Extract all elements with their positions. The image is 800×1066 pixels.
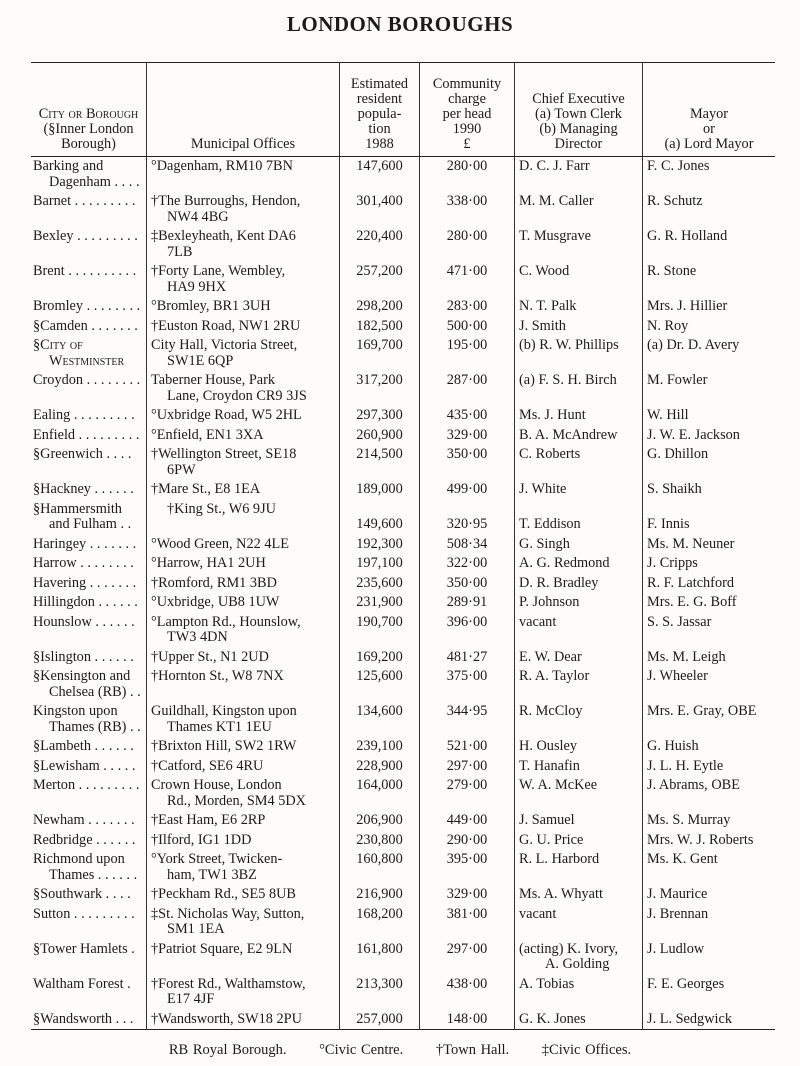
header-offices: Municipal Offices: [147, 63, 340, 157]
table-row: [31, 737, 775, 757]
community-charge: 322·00: [420, 554, 515, 574]
mayor: J. W. E. Jackson: [643, 426, 776, 446]
table-row: [31, 776, 775, 811]
table-row: [31, 227, 775, 262]
municipal-offices: †Upper St., N1 2UD: [147, 648, 340, 668]
population: 164,000: [340, 776, 420, 811]
mayor: J. Wheeler: [643, 667, 776, 702]
population: 206,900: [340, 811, 420, 831]
population: 169,200: [340, 648, 420, 668]
chief-executive: J. White: [515, 480, 643, 500]
table-row: [31, 702, 775, 737]
chief-executive: R. L. Harbord: [515, 850, 643, 885]
community-charge: 329·00: [420, 885, 515, 905]
table-row: [31, 975, 775, 1010]
community-charge: 350·00: [420, 574, 515, 594]
community-charge: 279·00: [420, 776, 515, 811]
table-row: [31, 757, 775, 777]
population: 169,700: [340, 336, 420, 371]
mayor: S. Shaikh: [643, 480, 776, 500]
table-row: [31, 535, 775, 555]
population: 214,500: [340, 445, 420, 480]
borough-name: Redbridge . . . . . .: [33, 831, 136, 848]
table-row: [31, 850, 775, 885]
borough-name: Ealing . . . . . . . . .: [33, 407, 135, 423]
mayor: R. F. Latchford: [643, 574, 776, 594]
municipal-offices: †Euston Road, NW1 2RU: [147, 317, 340, 337]
community-charge: 438·00: [420, 975, 515, 1010]
community-charge: 195·00: [420, 336, 515, 371]
borough-name: Hounslow . . . . . .: [33, 613, 135, 630]
borough-name: Brent . . . . . . . . . .: [33, 263, 137, 279]
chief-executive: A. G. Redmond: [515, 554, 643, 574]
chief-executive: (a) F. S. H. Birch: [515, 371, 643, 406]
boroughs-table: [31, 62, 775, 1030]
mayor: Ms. M. Neuner: [643, 535, 776, 555]
municipal-offices: †Peckham Rd., SE5 8UB: [147, 885, 340, 905]
chief-executive: D. R. Bradley: [515, 574, 643, 594]
mayor: G. R. Holland: [643, 227, 776, 262]
borough-name: Newham . . . . . . .: [33, 812, 135, 828]
borough-name: Harrow . . . . . . . .: [33, 555, 134, 571]
chief-executive: E. W. Dear: [515, 648, 643, 668]
mayor: J. L. H. Eytle: [643, 757, 776, 777]
mayor: R. Schutz: [643, 192, 776, 227]
municipal-offices: †Ilford, IG1 1DD: [147, 831, 340, 851]
table-row: [31, 831, 775, 851]
mayor: (a) Dr. D. Avery: [643, 336, 776, 371]
table-row: [31, 192, 775, 227]
header-borough: City or Borough (§Inner London Borough): [31, 63, 147, 157]
borough-name: §Islington . . . . . .: [33, 648, 134, 665]
population: 257,200: [340, 262, 420, 297]
borough-name: Sutton . . . . . . . . .: [33, 905, 135, 922]
borough-name: §Kensington and Chelsea (RB) . .: [33, 668, 141, 700]
mayor: M. Fowler: [643, 371, 776, 406]
mayor: R. Stone: [643, 262, 776, 297]
population: 257,000: [340, 1010, 420, 1030]
table-row: [31, 500, 775, 535]
community-charge: 381·00: [420, 905, 515, 940]
borough-name: Haringey . . . . . . .: [33, 535, 137, 552]
chief-executive: W. A. McKee: [515, 776, 643, 811]
borough-name: §Camden . . . . . . .: [33, 317, 138, 334]
table-row: [31, 593, 775, 613]
municipal-offices: ‡St. Nicholas Way, Sutton, SM1 1EA: [147, 905, 340, 940]
population: 231,900: [340, 593, 420, 613]
borough-name: §Lewisham . . . . .: [33, 757, 136, 774]
table-row: [31, 317, 775, 337]
table-row: [31, 426, 775, 446]
chief-executive: M. M. Caller: [515, 192, 643, 227]
municipal-offices: Crown House, London Rd., Morden, SM4 5DX: [147, 776, 340, 811]
chief-executive: vacant: [515, 905, 643, 940]
chief-executive: J. Smith: [515, 317, 643, 337]
table-header-row: [31, 63, 775, 157]
borough-name: §Lambeth . . . . . .: [33, 738, 134, 754]
chief-executive: Ms. A. Whyatt: [515, 885, 643, 905]
chief-executive: D. C. J. Farr: [515, 157, 643, 193]
table-row: [31, 157, 775, 193]
borough-name: §Wandsworth . . .: [33, 1010, 134, 1027]
borough-name: Merton . . . . . . . . .: [33, 777, 140, 793]
community-charge: 500·00: [420, 317, 515, 337]
table-row: [31, 262, 775, 297]
table-row: [31, 336, 775, 371]
municipal-offices: †Forest Rd., Walthamstow, E17 4JF: [147, 975, 340, 1010]
municipal-offices: †East Ham, E6 2RP: [147, 811, 340, 831]
community-charge: 350·00: [420, 445, 515, 480]
municipal-offices: °York Street, Twicken- ham, TW1 3BZ: [147, 850, 340, 885]
footnote-rb: RB Royal Borough.: [168, 1042, 287, 1058]
municipal-offices: ‡Bexleyheath, Kent DA6 7LB: [147, 227, 340, 262]
chief-executive: T. Hanafin: [515, 757, 643, 777]
municipal-offices: †Wandsworth, SW18 2PU: [147, 1010, 340, 1030]
community-charge: 499·00: [420, 480, 515, 500]
chief-executive: (b) R. W. Phillips: [515, 336, 643, 371]
table-row: [31, 480, 775, 500]
chief-executive: J. Samuel: [515, 811, 643, 831]
municipal-offices: †The Burroughs, Hendon, NW4 4BG: [147, 192, 340, 227]
municipal-offices: †King St., W6 9JU: [147, 500, 340, 535]
table-row: [31, 445, 775, 480]
table-row: [31, 574, 775, 594]
table-row: [31, 371, 775, 406]
municipal-offices: †Hornton St., W8 7NX: [147, 667, 340, 702]
community-charge: 471·00: [420, 262, 515, 297]
chief-executive: G. U. Price: [515, 831, 643, 851]
municipal-offices: †Mare St., E8 1EA: [147, 480, 340, 500]
footnote-civic-centre: °Civic Centre.: [319, 1042, 404, 1058]
table-row: [31, 1010, 775, 1030]
population: 161,800: [340, 940, 420, 975]
borough-name: Hillingdon . . . . . .: [33, 594, 138, 610]
population: 228,900: [340, 757, 420, 777]
population: 182,500: [340, 317, 420, 337]
population: 160,800: [340, 850, 420, 885]
community-charge: 297·00: [420, 757, 515, 777]
mayor: Mrs. E. G. Boff: [643, 593, 776, 613]
chief-executive: vacant: [515, 613, 643, 648]
chief-executive: T. Musgrave: [515, 227, 643, 262]
community-charge: 280·00: [420, 227, 515, 262]
table-row: [31, 940, 775, 975]
municipal-offices: °Bromley, BR1 3UH: [147, 297, 340, 317]
population: 230,800: [340, 831, 420, 851]
mayor: S. S. Jassar: [643, 613, 776, 648]
municipal-offices: °Uxbridge Road, W5 2HL: [147, 406, 340, 426]
municipal-offices: Guildhall, Kingston upon Thames KT1 1EU: [147, 702, 340, 737]
chief-executive: A. Tobias: [515, 975, 643, 1010]
table-row: [31, 297, 775, 317]
municipal-offices: †Patriot Square, E2 9LN: [147, 940, 340, 975]
mayor: G. Dhillon: [643, 445, 776, 480]
chief-executive: R. A. Taylor: [515, 667, 643, 702]
borough-name: Kingston upon Thames (RB) . .: [33, 703, 141, 735]
chief-executive: Ms. J. Hunt: [515, 406, 643, 426]
community-charge: 297·00: [420, 940, 515, 975]
population: 197,100: [340, 554, 420, 574]
population: 220,400: [340, 227, 420, 262]
municipal-offices: †Wellington Street, SE18 6PW: [147, 445, 340, 480]
borough-name: Havering . . . . . . .: [33, 574, 137, 591]
community-charge: 290·00: [420, 831, 515, 851]
population: 260,900: [340, 426, 420, 446]
municipal-offices: †Brixton Hill, SW2 1RW: [147, 737, 340, 757]
mayor: Ms. M. Leigh: [643, 648, 776, 668]
population: 301,400: [340, 192, 420, 227]
mayor: F. E. Georges: [643, 975, 776, 1010]
mayor: G. Huish: [643, 737, 776, 757]
borough-name: §Hammersmith and Fulham . .: [33, 500, 132, 532]
population: 134,600: [340, 702, 420, 737]
borough-name: §Hackney . . . . . .: [33, 481, 134, 497]
community-charge: 148·00: [420, 1010, 515, 1030]
chief-executive: P. Johnson: [515, 593, 643, 613]
footnote-civic-offices: ‡Civic Offices.: [541, 1042, 632, 1058]
chief-executive: T. Eddison: [515, 500, 643, 535]
table-row: [31, 885, 775, 905]
mayor: W. Hill: [643, 406, 776, 426]
mayor: F. Innis: [643, 500, 776, 535]
municipal-offices: †Romford, RM1 3BD: [147, 574, 340, 594]
borough-name: Enfield . . . . . . . . .: [33, 426, 140, 443]
borough-name: Croydon . . . . . . . .: [33, 372, 141, 388]
mayor: J. Ludlow: [643, 940, 776, 975]
table-row: [31, 667, 775, 702]
population: 147,600: [340, 157, 420, 193]
header-charge: Community charge per head 1990 £: [420, 63, 515, 157]
borough-name: Waltham Forest .: [33, 975, 131, 992]
mayor: N. Roy: [643, 317, 776, 337]
community-charge: 320·95: [420, 500, 515, 535]
population: 239,100: [340, 737, 420, 757]
chief-executive: N. T. Palk: [515, 297, 643, 317]
mayor: J. Abrams, OBE: [643, 776, 776, 811]
community-charge: 338·00: [420, 192, 515, 227]
borough-name: §City of Westminster: [33, 337, 125, 369]
population: 125,600: [340, 667, 420, 702]
community-charge: 449·00: [420, 811, 515, 831]
mayor: J. Maurice: [643, 885, 776, 905]
borough-name: Barnet . . . . . . . . .: [33, 193, 136, 209]
mayor: F. C. Jones: [643, 157, 776, 193]
borough-name: Bexley . . . . . . . . .: [33, 228, 138, 244]
header-chief-executive: Chief Executive (a) Town Clerk (b) Managing Director: [515, 63, 643, 157]
population: 189,000: [340, 480, 420, 500]
municipal-offices: °Harrow, HA1 2UH: [147, 554, 340, 574]
chief-executive: H. Ousley: [515, 737, 643, 757]
mayor: Mrs. E. Gray, OBE: [643, 702, 776, 737]
table-row: [31, 648, 775, 668]
population: 216,900: [340, 885, 420, 905]
community-charge: 280·00: [420, 157, 515, 193]
mayor: Ms. K. Gent: [643, 850, 776, 885]
footnote-town-hall: †Town Hall.: [435, 1042, 510, 1058]
borough-name: Bromley . . . . . . . .: [33, 298, 141, 314]
mayor: Ms. S. Murray: [643, 811, 776, 831]
table-row: [31, 406, 775, 426]
municipal-offices: °Enfield, EN1 3XA: [147, 426, 340, 446]
municipal-offices: City Hall, Victoria Street, SW1E 6QP: [147, 336, 340, 371]
community-charge: 481·27: [420, 648, 515, 668]
table-row: [31, 905, 775, 940]
table-body: [31, 157, 775, 1030]
borough-name: §Southwark . . . .: [33, 886, 131, 902]
borough-name: Richmond upon Thames . . . . . .: [33, 851, 138, 883]
footnote-legend: [0, 1042, 800, 1059]
community-charge: 375·00: [420, 667, 515, 702]
municipal-offices: °Wood Green, N22 4LE: [147, 535, 340, 555]
borough-name: §Tower Hamlets .: [33, 940, 135, 957]
mayor: J. L. Sedgwick: [643, 1010, 776, 1030]
population: 235,600: [340, 574, 420, 594]
chief-executive: B. A. McAndrew: [515, 426, 643, 446]
mayor: Mrs. W. J. Roberts: [643, 831, 776, 851]
community-charge: 283·00: [420, 297, 515, 317]
community-charge: 435·00: [420, 406, 515, 426]
municipal-offices: °Dagenham, RM10 7BN: [147, 157, 340, 193]
community-charge: 287·00: [420, 371, 515, 406]
municipal-offices: °Lampton Rd., Hounslow, TW3 4DN: [147, 613, 340, 648]
community-charge: 521·00: [420, 737, 515, 757]
chief-executive: G. K. Jones: [515, 1010, 643, 1030]
borough-name: Barking and Dagenham . . . .: [33, 158, 140, 190]
community-charge: 344·95: [420, 702, 515, 737]
population: 297,300: [340, 406, 420, 426]
chief-executive: C. Wood: [515, 262, 643, 297]
borough-name: §Greenwich . . . .: [33, 446, 132, 462]
page-title: LONDON BOROUGHS: [286, 12, 514, 36]
chief-executive: C. Roberts: [515, 445, 643, 480]
table-row: [31, 811, 775, 831]
population: 213,300: [340, 975, 420, 1010]
community-charge: 396·00: [420, 613, 515, 648]
municipal-offices: †Forty Lane, Wembley, HA9 9HX: [147, 262, 340, 297]
chief-executive: R. McCloy: [515, 702, 643, 737]
mayor: J. Cripps: [643, 554, 776, 574]
community-charge: 289·91: [420, 593, 515, 613]
header-mayor: Mayor or (a) Lord Mayor: [643, 63, 776, 157]
mayor: J. Brennan: [643, 905, 776, 940]
community-charge: 395·00: [420, 850, 515, 885]
table-row: [31, 613, 775, 648]
chief-executive: G. Singh: [515, 535, 643, 555]
municipal-offices: Taberner House, Park Lane, Croydon CR9 3JS: [147, 371, 340, 406]
mayor: Mrs. J. Hillier: [643, 297, 776, 317]
population: 190,700: [340, 613, 420, 648]
population: 317,200: [340, 371, 420, 406]
population: 168,200: [340, 905, 420, 940]
municipal-offices: °Uxbridge, UB8 1UW: [147, 593, 340, 613]
municipal-offices: †Catford, SE6 4RU: [147, 757, 340, 777]
population: 149,600: [340, 500, 420, 535]
community-charge: 508·34: [420, 535, 515, 555]
community-charge: 329·00: [420, 426, 515, 446]
population: 192,300: [340, 535, 420, 555]
population: 298,200: [340, 297, 420, 317]
header-population: Estimated resident popula- tion 1988: [340, 63, 420, 157]
chief-executive: (acting) K. Ivory, A. Golding: [515, 940, 643, 975]
table-row: [31, 554, 775, 574]
